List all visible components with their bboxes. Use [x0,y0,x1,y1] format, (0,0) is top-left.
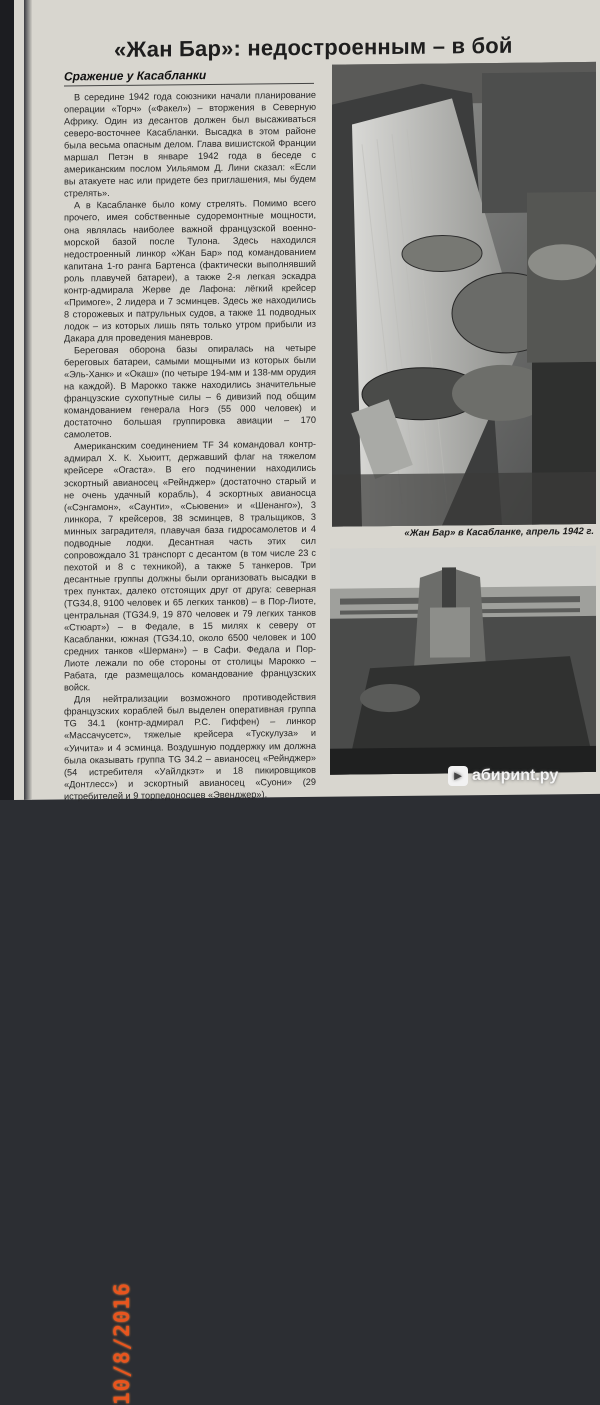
paragraph: Американским соединением TF 34 командовал контр-адмирал Х. К. Хьюитт, державший флаг на тяжелом крейсере «Огаста». В его подчинении находились эскортный авианосец «Рейнджер» (достаточно старый и не очень удачный корабль), 4 эскортных авианосца («Сэнгамон», «Саунти», «Сьювени» и «Шенанго»), 3 линкора, 7 крейсеров, 38 эсминцев, 8 тральщиков, 3 минных заградителя, плавучая база гидросамолетов и 4 подводные лодки. Десантная часть этих сил сопровождало 31 транспорт с десантом (в том числе 23 с пехотой и 8 с техникой), а также 5 танкеров. Три десантные группы должны были организовать высадки в трех пунктах, далеко отстоящих друг от друга: северная (TG34.8, 9100 человек и 65 легких танков) – в Пор-Лиоте, центральная (TG34.9, 19 870 человек и 79 легких танков «Стюарт») – в Федале, в 15 милях к северу от Касабланки, южная (TG34.10, около 6500 человек и 100 средних танков «Шерман») – в Сафи. Федала и Пор-Лиоте лежали по обе стороны от столицы Марокко – Рабата, где размещалось командование французских войск. [64,439,316,693]
section-title: Сражение у Касабланки [64,67,207,84]
paragraph: Береговая оборона базы опиралась на четыре береговых батареи, самыми мощными из которых были «Эль-Ханк» и «Окаш» (по четыре 194-мм и 138-мм орудия на каждой). В Марокко также находились значительные французские сухопутные силы – 6 дивизий под общим командованием генерала Ногэ (55 000 человек) и достаточно большая группировка авиации – 170 самолетов. [64,342,316,440]
book-spine-shadow [0,0,14,800]
camera-datestamp: 10/8/2016 [110,1282,134,1405]
photo-caption: «Жан Бар» в Касабланке, апрель 1942 г. [404,525,594,539]
battleship-aerial-photo [332,62,596,527]
article-text-column [64,89,316,802]
battleship-harbour-photo [330,546,596,775]
paragraph: А в Касабланке было кому стрелять. Помимо всего прочего, имея собственные судоремонтные мощности, она являлась наиболее важной французской военно-морской базой после Тулона. Здесь находился недостроенный линкор «Жан Бар» под командованием капитана 1-го ранга Бартенса (фактически выполнявший роль плавучей батареи), а также 2-я легкая эскадра контр-адмирала Жерве де Лафона: лёгкий крейсер «Примоге», 2 лидера и 7 эсминцев. Здесь же находились 8 сторожевых и патрульных судов, а также 11 подводных лодок – из которых лишь пять только утром прибыли из Дакара для проведения маневров. [64,198,316,344]
section-rule [64,83,314,87]
watermark-logo-icon: ► [448,766,468,786]
site-watermark [448,766,558,786]
page-gutter [24,0,32,800]
watermark-text: абириnt.ру [472,767,559,785]
battleship-deck-illustration [332,62,596,527]
paragraph: В середине 1942 года союзники начали планирование операции «Торч» («Факел») – вторжения в Северную Африку. Один из десантов должен был высаживаться северо-восточнее Касабланки. Высадка в этом районе была весьма опасным делом. Глава вишистской Франции маршал Петэн в январе 1942 года в беседе с американским послом Уильямом Д. Лини сказал: «Если вы атакуете нас или придете без приглашения, мы будем стрелять». [64,89,316,199]
battleship-superstructure-illustration [330,546,596,775]
book-page [14,0,600,800]
paragraph: Для нейтрализации возможного противодействия французских кораблей был выделен оперативная группа TG 34.1 (контр-адмирал Р.С. Гиффен) – линкор «Массачусетс», тяжелые крейсера «Тускулуза» и «Уичита» и 4 эсминца. Воздушную поддержку им должна была оказывать группа TG 34.2 – авианосец «Рейнджер» (54 истребителя «Уайлдкэт» и 18 пикировщиков «Донтлесс») и эскортный авианосец «Суони» (29 истребителей и 9 торпедоносцев «Эвенджер»). [64,692,316,802]
article-headline: «Жан Бар»: недостроенным – в бой [114,32,513,62]
